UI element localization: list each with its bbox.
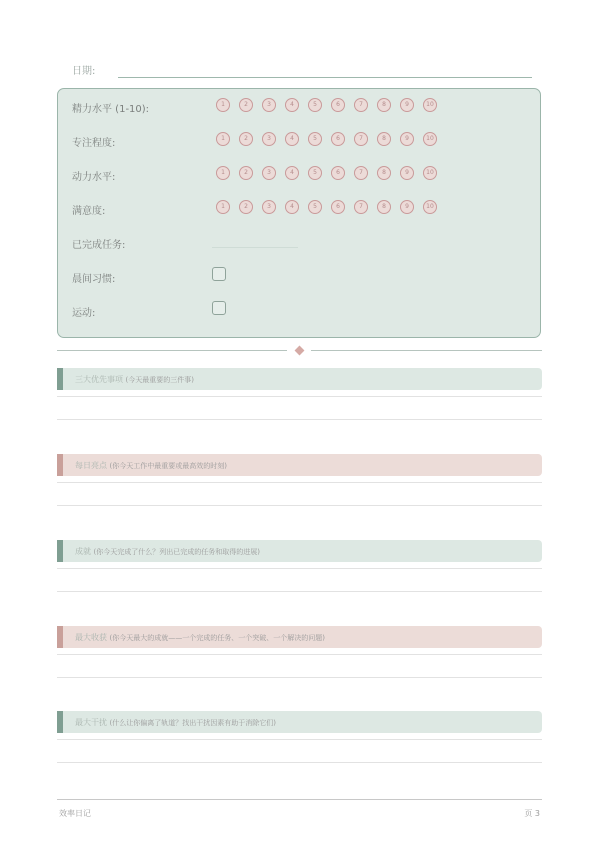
rating-circle-5[interactable]: 5 (308, 200, 322, 214)
section-title: 最大干扰 (75, 718, 107, 727)
section-daily-highlight (57, 454, 542, 476)
rating-circle-6[interactable]: 6 (331, 132, 345, 146)
writing-line[interactable] (57, 505, 542, 506)
section-biggest-distraction (57, 711, 542, 733)
rating-circle-3[interactable]: 3 (262, 166, 276, 180)
section-title: 最大收获 (75, 633, 107, 642)
rating-circle-9[interactable]: 9 (400, 166, 414, 180)
rating-circle-8[interactable]: 8 (377, 200, 391, 214)
footer-rule (57, 799, 542, 800)
section-achievements (57, 540, 542, 562)
section-header (57, 368, 542, 390)
morning-habit-checkbox[interactable] (212, 267, 226, 281)
tracker-row-exercise (72, 301, 532, 321)
date-input-line[interactable] (118, 77, 532, 78)
exercise-checkbox[interactable] (212, 301, 226, 315)
rating-circle-1[interactable]: 1 (216, 200, 230, 214)
rating-circle-6[interactable]: 6 (331, 200, 345, 214)
section-accent-bar (57, 711, 63, 733)
rating-circle-6[interactable]: 6 (331, 166, 345, 180)
tracker-label: 精力水平 (1-10): (72, 104, 150, 115)
footer-journal-name: 效率日记 (59, 809, 91, 818)
rating-circle-3[interactable]: 3 (262, 132, 276, 146)
rating-circle-5[interactable]: 5 (308, 166, 322, 180)
section-accent-bar (57, 454, 63, 476)
section-hint: (你今天最大的成就——一个完成的任务、一个突破、一个解决的问题) (109, 634, 326, 642)
section-title-text (75, 717, 276, 728)
rating-circle-10[interactable]: 10 (423, 166, 437, 180)
rating-circle-4[interactable]: 4 (285, 98, 299, 112)
tasks-completed-field[interactable] (212, 247, 298, 248)
rating-circle-4[interactable]: 4 (285, 166, 299, 180)
writing-line[interactable] (57, 396, 542, 397)
section-hint: (什么让你偏离了轨道？找出干扰因素有助于消除它们) (109, 719, 277, 727)
writing-line[interactable] (57, 482, 542, 483)
rating-circle-10[interactable]: 10 (423, 132, 437, 146)
divider-right (311, 350, 542, 351)
section-hint: (今天最重要的三件事) (125, 376, 195, 384)
section-title: 三大优先事项 (75, 375, 123, 384)
rating-circle-5[interactable]: 5 (308, 98, 322, 112)
section-header (57, 711, 542, 733)
writing-line[interactable] (57, 419, 542, 420)
rating-circle-9[interactable]: 9 (400, 98, 414, 112)
rating-circle-9[interactable]: 9 (400, 200, 414, 214)
tracker-label: 动力水平: (72, 172, 116, 183)
section-accent-bar (57, 626, 63, 648)
section-header (57, 454, 542, 476)
tracker-label: 专注程度: (72, 138, 116, 149)
writing-line[interactable] (57, 654, 542, 655)
section-hint: (你今天完成了什么？列出已完成的任务和取得的进展) (93, 548, 261, 556)
tracker-row-tasks (72, 233, 532, 253)
section-title: 成就 (75, 547, 91, 556)
rating-circle-3[interactable]: 3 (262, 200, 276, 214)
rating-circle-5[interactable]: 5 (308, 132, 322, 146)
rating-circle-6[interactable]: 6 (331, 98, 345, 112)
section-hint: (你今天工作中最重要或最高效的时刻) (109, 462, 228, 470)
writing-line[interactable] (57, 677, 542, 678)
rating-circle-7[interactable]: 7 (354, 132, 368, 146)
section-title-text (75, 546, 260, 557)
rating-circle-2[interactable]: 2 (239, 98, 253, 112)
date-label: 日期: (72, 66, 96, 77)
tracker-label: 运动: (72, 308, 96, 319)
tracker-row-morning-habit (72, 267, 532, 287)
section-header (57, 626, 542, 648)
section-title-text (75, 632, 325, 643)
tracker-row-motivation (72, 165, 532, 185)
rating-circle-1[interactable]: 1 (216, 132, 230, 146)
rating-circle-8[interactable]: 8 (377, 166, 391, 180)
rating-circle-4[interactable]: 4 (285, 132, 299, 146)
rating-circle-7[interactable]: 7 (354, 200, 368, 214)
daily-tracker-panel (57, 88, 541, 338)
rating-circle-2[interactable]: 2 (239, 166, 253, 180)
section-title: 每日亮点 (75, 461, 107, 470)
tracker-label: 已完成任务: (72, 240, 126, 251)
section-accent-bar (57, 540, 63, 562)
rating-circle-2[interactable]: 2 (239, 132, 253, 146)
section-header (57, 540, 542, 562)
divider-left (57, 350, 287, 351)
section-accent-bar (57, 368, 63, 390)
footer-page-number: 页 3 (524, 809, 540, 818)
divider-diamond-ornament (295, 346, 305, 356)
writing-line[interactable] (57, 591, 542, 592)
tracker-label: 晨间习惯: (72, 274, 116, 285)
rating-circle-8[interactable]: 8 (377, 98, 391, 112)
writing-line[interactable] (57, 762, 542, 763)
rating-circle-1[interactable]: 1 (216, 98, 230, 112)
section-title-text (75, 460, 227, 471)
rating-circle-1[interactable]: 1 (216, 166, 230, 180)
rating-circle-7[interactable]: 7 (354, 166, 368, 180)
rating-circle-10[interactable]: 10 (423, 98, 437, 112)
rating-circle-2[interactable]: 2 (239, 200, 253, 214)
rating-circle-7[interactable]: 7 (354, 98, 368, 112)
section-top-priorities (57, 368, 542, 390)
tracker-label: 满意度: (72, 206, 106, 217)
writing-line[interactable] (57, 739, 542, 740)
rating-circle-10[interactable]: 10 (423, 200, 437, 214)
section-title-text (75, 374, 194, 385)
tracker-row-energy (72, 97, 532, 117)
rating-circle-4[interactable]: 4 (285, 200, 299, 214)
writing-line[interactable] (57, 568, 542, 569)
section-biggest-win (57, 626, 542, 648)
tracker-row-focus (72, 131, 532, 151)
tracker-row-satisfaction (72, 199, 532, 219)
rating-circle-8[interactable]: 8 (377, 132, 391, 146)
rating-circle-9[interactable]: 9 (400, 132, 414, 146)
rating-circle-3[interactable]: 3 (262, 98, 276, 112)
date-row (72, 62, 532, 80)
